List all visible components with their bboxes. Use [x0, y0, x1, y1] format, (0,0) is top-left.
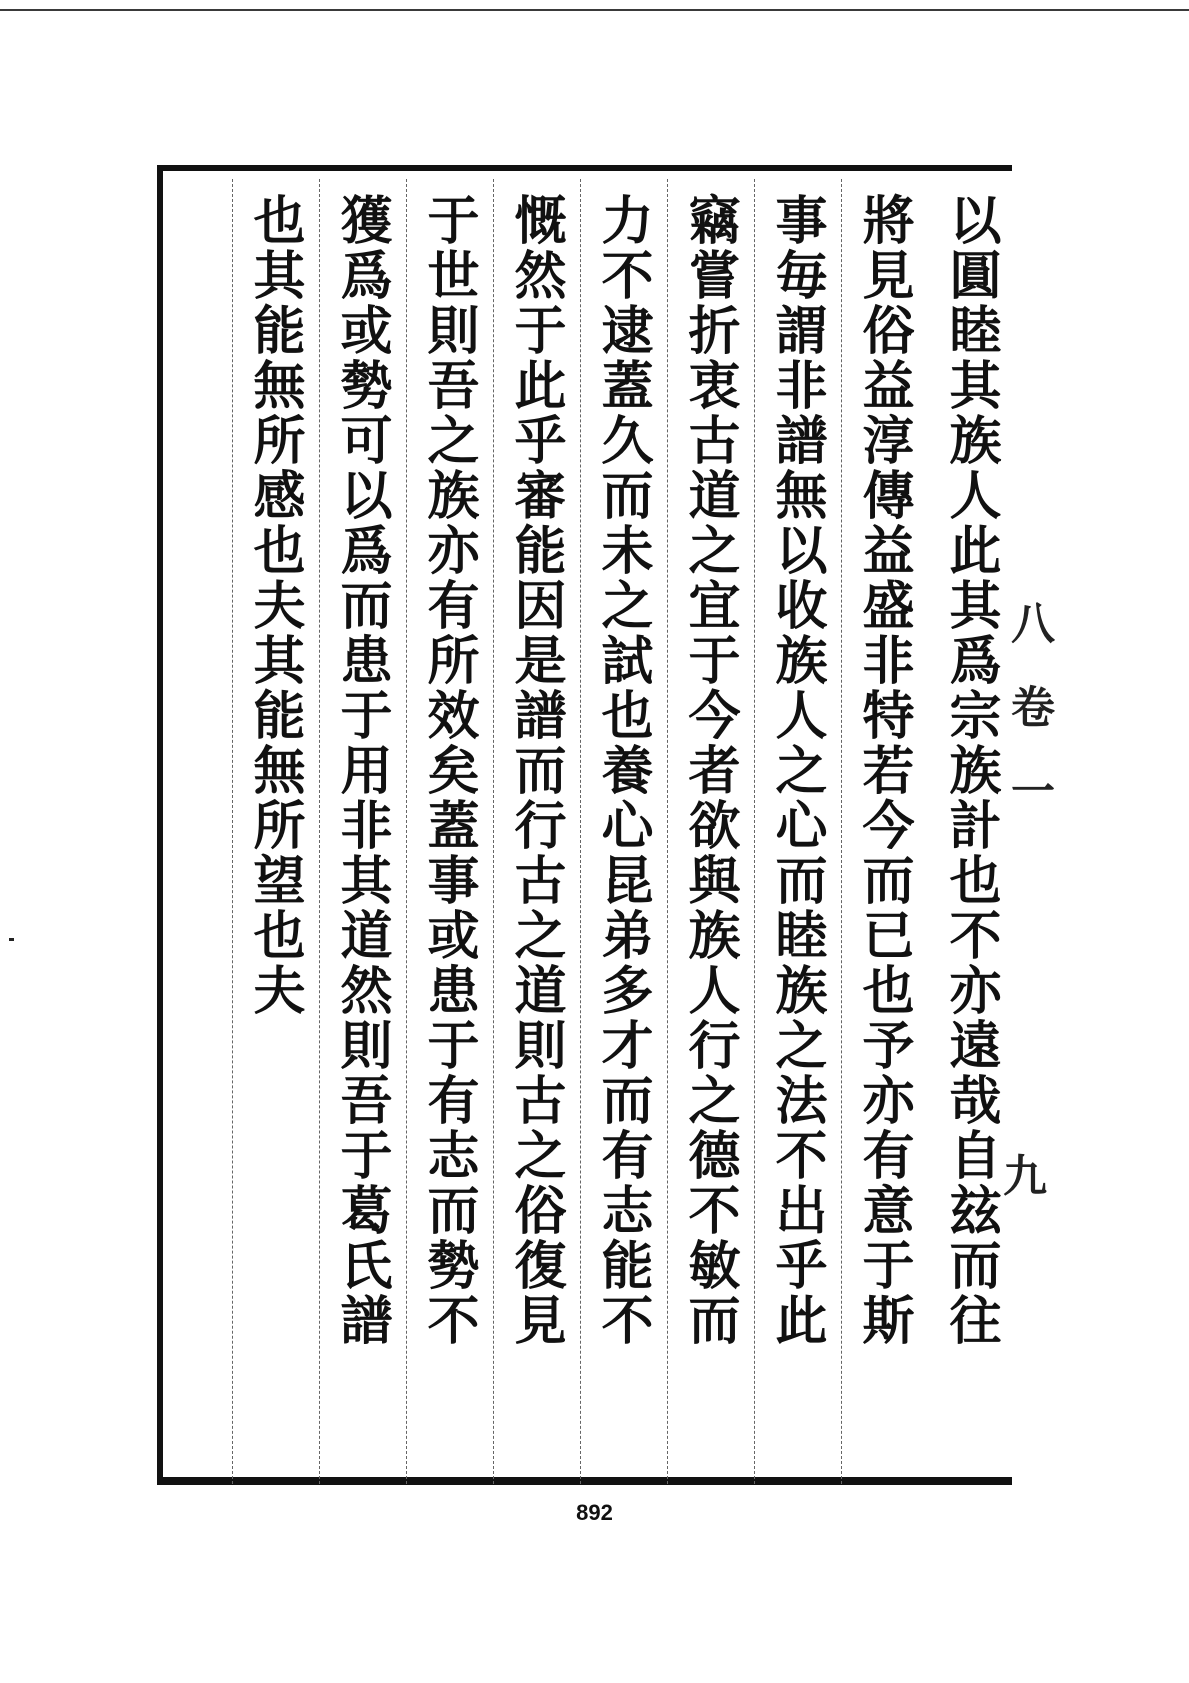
text-frame: [157, 165, 1012, 1485]
leaf-mark: 九: [1003, 1151, 1047, 1202]
text-column-8: [323, 193, 399, 1478]
text-column-4: [671, 193, 747, 1478]
column-text: 以圓睦其族人此其爲宗族計也不亦遠哉自玆而往: [940, 193, 1001, 1348]
text-column-5: [584, 193, 660, 1478]
text-column-2: [845, 193, 921, 1478]
top-rule: [0, 9, 1189, 11]
column-text: 于世則吾之族亦有所效矣蓋事或患于有志而勢不: [418, 193, 479, 1348]
column-text: 事毎謂非譜無以收族人之心而睦族之法不出乎此: [766, 193, 827, 1348]
column-text: 獲爲或勢可以爲而患于用非其道然則吾于葛氏譜: [331, 193, 392, 1348]
page-number: 892: [576, 1500, 613, 1525]
column-text: 也其能無所感也夫其能無所望也夫: [244, 193, 305, 1018]
column-text: 力不逮蓋久而未之試也養心昆弟多才而有志能不: [592, 193, 653, 1348]
text-column-3: [758, 193, 834, 1478]
column-text: 將見俗益淳傳益盛非特若今而已也予亦有意于斯: [853, 193, 914, 1348]
column-text: 慨然于此乎審能因是譜而行古之道則古之俗復見: [505, 193, 566, 1348]
column-text: 竊嘗折衷古道之宜于今者欲與族人行之德不敏而: [679, 193, 740, 1348]
volume-mark: 八卷一: [1003, 600, 1054, 852]
scan-speck: [9, 938, 14, 941]
text-column-7: [410, 193, 486, 1478]
text-column-9: [236, 193, 312, 1478]
text-column-6: [497, 193, 573, 1478]
